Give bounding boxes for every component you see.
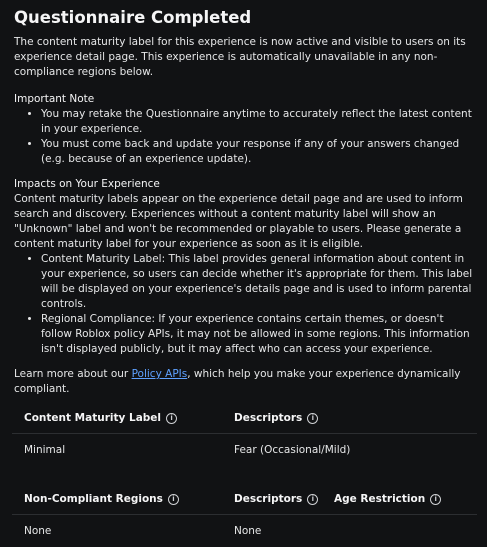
learn-more-after: , which help you make your experience dynamically compliant. (14, 368, 461, 395)
info-icon[interactable]: i (307, 494, 318, 505)
impacts-text: Content maturity labels appear on the experience detail page and are used to inform search and discovery. Experiences without a content maturity label will show an "Unknown" label and won't be recommended or playable to users. Please generate a content maturity label for your experience as soon as it is eligible. (14, 193, 463, 250)
table-row (12, 515, 477, 547)
column-header: Descriptors (234, 492, 303, 505)
table-row (12, 434, 477, 466)
learn-more-before: Learn more about our (14, 368, 132, 380)
table-cell: Minimal (24, 443, 66, 456)
bullet-text: : This label provides general information about content in your experience, so users can decide whether it's appropriate for them. This label will be displayed on your experience's details page and is used to inform parental controls. (41, 253, 473, 310)
table-cell: None (234, 524, 262, 537)
table-header (12, 403, 477, 434)
bullet-term: Regional Compliance (41, 313, 152, 325)
policy-apis-link[interactable]: Policy APIs (131, 368, 188, 380)
maturity-table (12, 403, 477, 466)
list-item: • You may retake the Questionnaire anytime to accurately reflect the latest content in your experience. (41, 107, 477, 137)
bullet-text: : If your experience contains certain themes, or doesn't follow Roblox policy APIs, it may not be allowed in some regions. This information isn't displayed publicly, but it may affect who can access your experience. (41, 313, 470, 355)
list-item (41, 252, 477, 312)
info-icon[interactable]: i (166, 413, 177, 424)
column-header: Content Maturity Label (24, 411, 162, 424)
column-header: Age Restriction (334, 492, 426, 505)
list-item: • You must come back and update your response if any of your answers changed (e.g. because of an experience update). (41, 137, 477, 167)
impacts-heading: Impacts on Your Experience (14, 178, 160, 190)
info-icon[interactable]: i (168, 494, 179, 505)
compliance-table (12, 484, 477, 547)
learn-more-text (14, 367, 477, 397)
info-icon[interactable]: i (430, 494, 441, 505)
column-header: Non-Compliant Regions (24, 492, 163, 505)
page-title: Questionnaire Completed (14, 8, 252, 27)
column-header: Descriptors (234, 411, 303, 424)
intro-text: The content maturity label for this experience is now active and visible to users on its experience detail page. This experience is automatically unavailable in any non-compliance regions below. (14, 36, 466, 78)
impacts-list (14, 252, 477, 357)
info-icon[interactable]: i (307, 413, 318, 424)
table-cell: None (24, 524, 52, 537)
important-list (14, 107, 477, 167)
table-cell: Fear (Occasional/Mild) (234, 443, 351, 456)
important-heading: Important Note (14, 93, 95, 105)
bullet-term: Content Maturity Label (41, 253, 162, 265)
list-item (41, 312, 477, 357)
